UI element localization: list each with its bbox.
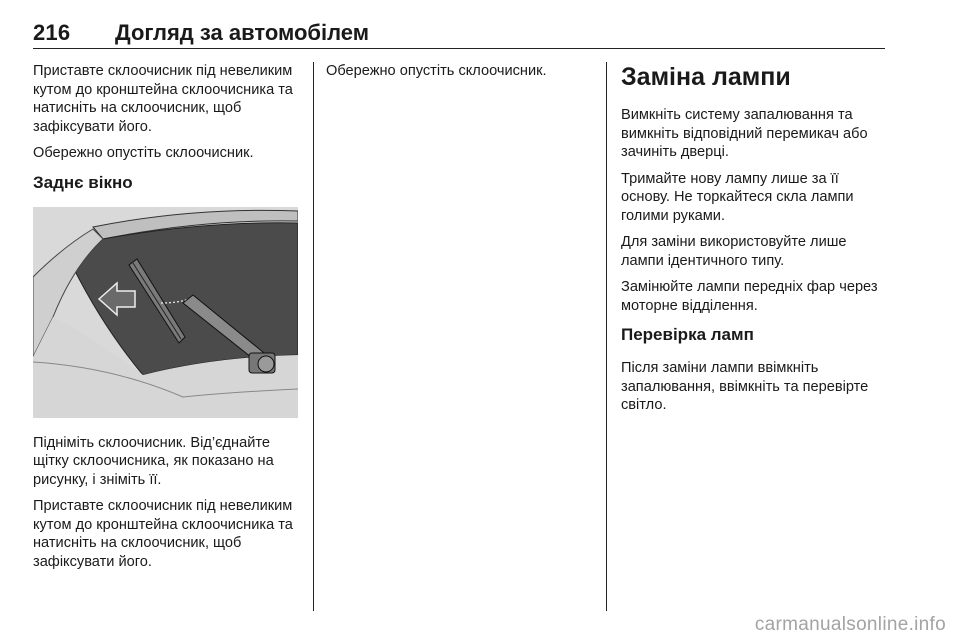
page-title: Догляд за автомобілем bbox=[115, 20, 370, 45]
column-divider bbox=[313, 62, 314, 611]
paragraph: Обережно опустіть склоочисник. bbox=[326, 63, 547, 79]
paragraph: Замінюйте лампи передніх фар через моторне відділення. bbox=[621, 279, 878, 314]
section-heading-bulb-replacement: Заміна лампи bbox=[621, 63, 791, 91]
section-heading-bulb-check: Перевірка ламп bbox=[621, 325, 754, 344]
page-number: 216 bbox=[33, 20, 71, 45]
paragraph: Підніміть склоочисник. Від’єднайте щітку склоочисника, як показано на рисунку, і зніміть її. bbox=[33, 434, 274, 488]
paragraph: Для заміни використовуйте лише лампи ідентичного типу. bbox=[621, 234, 847, 269]
paragraph: Вимкніть систему запалювання та вимкніть відповідний перемикач або зачиніть дверці. bbox=[621, 107, 868, 160]
rear-wiper-illustration bbox=[33, 207, 298, 418]
paragraph: Обережно опустіть склоочисник. bbox=[33, 145, 254, 161]
paragraph: Приставте склоочисник під невеликим кутом до кронштейна склоочисника та натисніть на склоочисник, щоб зафіксувати його. bbox=[33, 63, 293, 135]
column-left bbox=[33, 62, 303, 579]
page-header bbox=[33, 20, 885, 49]
rear-wiper-drawing bbox=[33, 207, 298, 418]
paragraph: Тримайте нову лампу лише за її основу. Не торкайтеся скла лампи голими руками. bbox=[621, 170, 854, 224]
paragraph: Після заміни лампи ввімкніть запалювання, ввімкніть та перевірте світло. bbox=[621, 360, 869, 413]
paragraph: Приставте склоочисник під невеликим кутом до кронштейна склоочисника та натисніть на склоочисник, щоб зафіксувати його. bbox=[33, 498, 293, 570]
watermark: carmanualsonline.info bbox=[754, 614, 946, 635]
column-middle bbox=[326, 62, 596, 89]
section-heading-rear-window: Заднє вікно bbox=[33, 172, 133, 192]
column-right bbox=[621, 62, 891, 423]
column-divider bbox=[606, 62, 607, 611]
